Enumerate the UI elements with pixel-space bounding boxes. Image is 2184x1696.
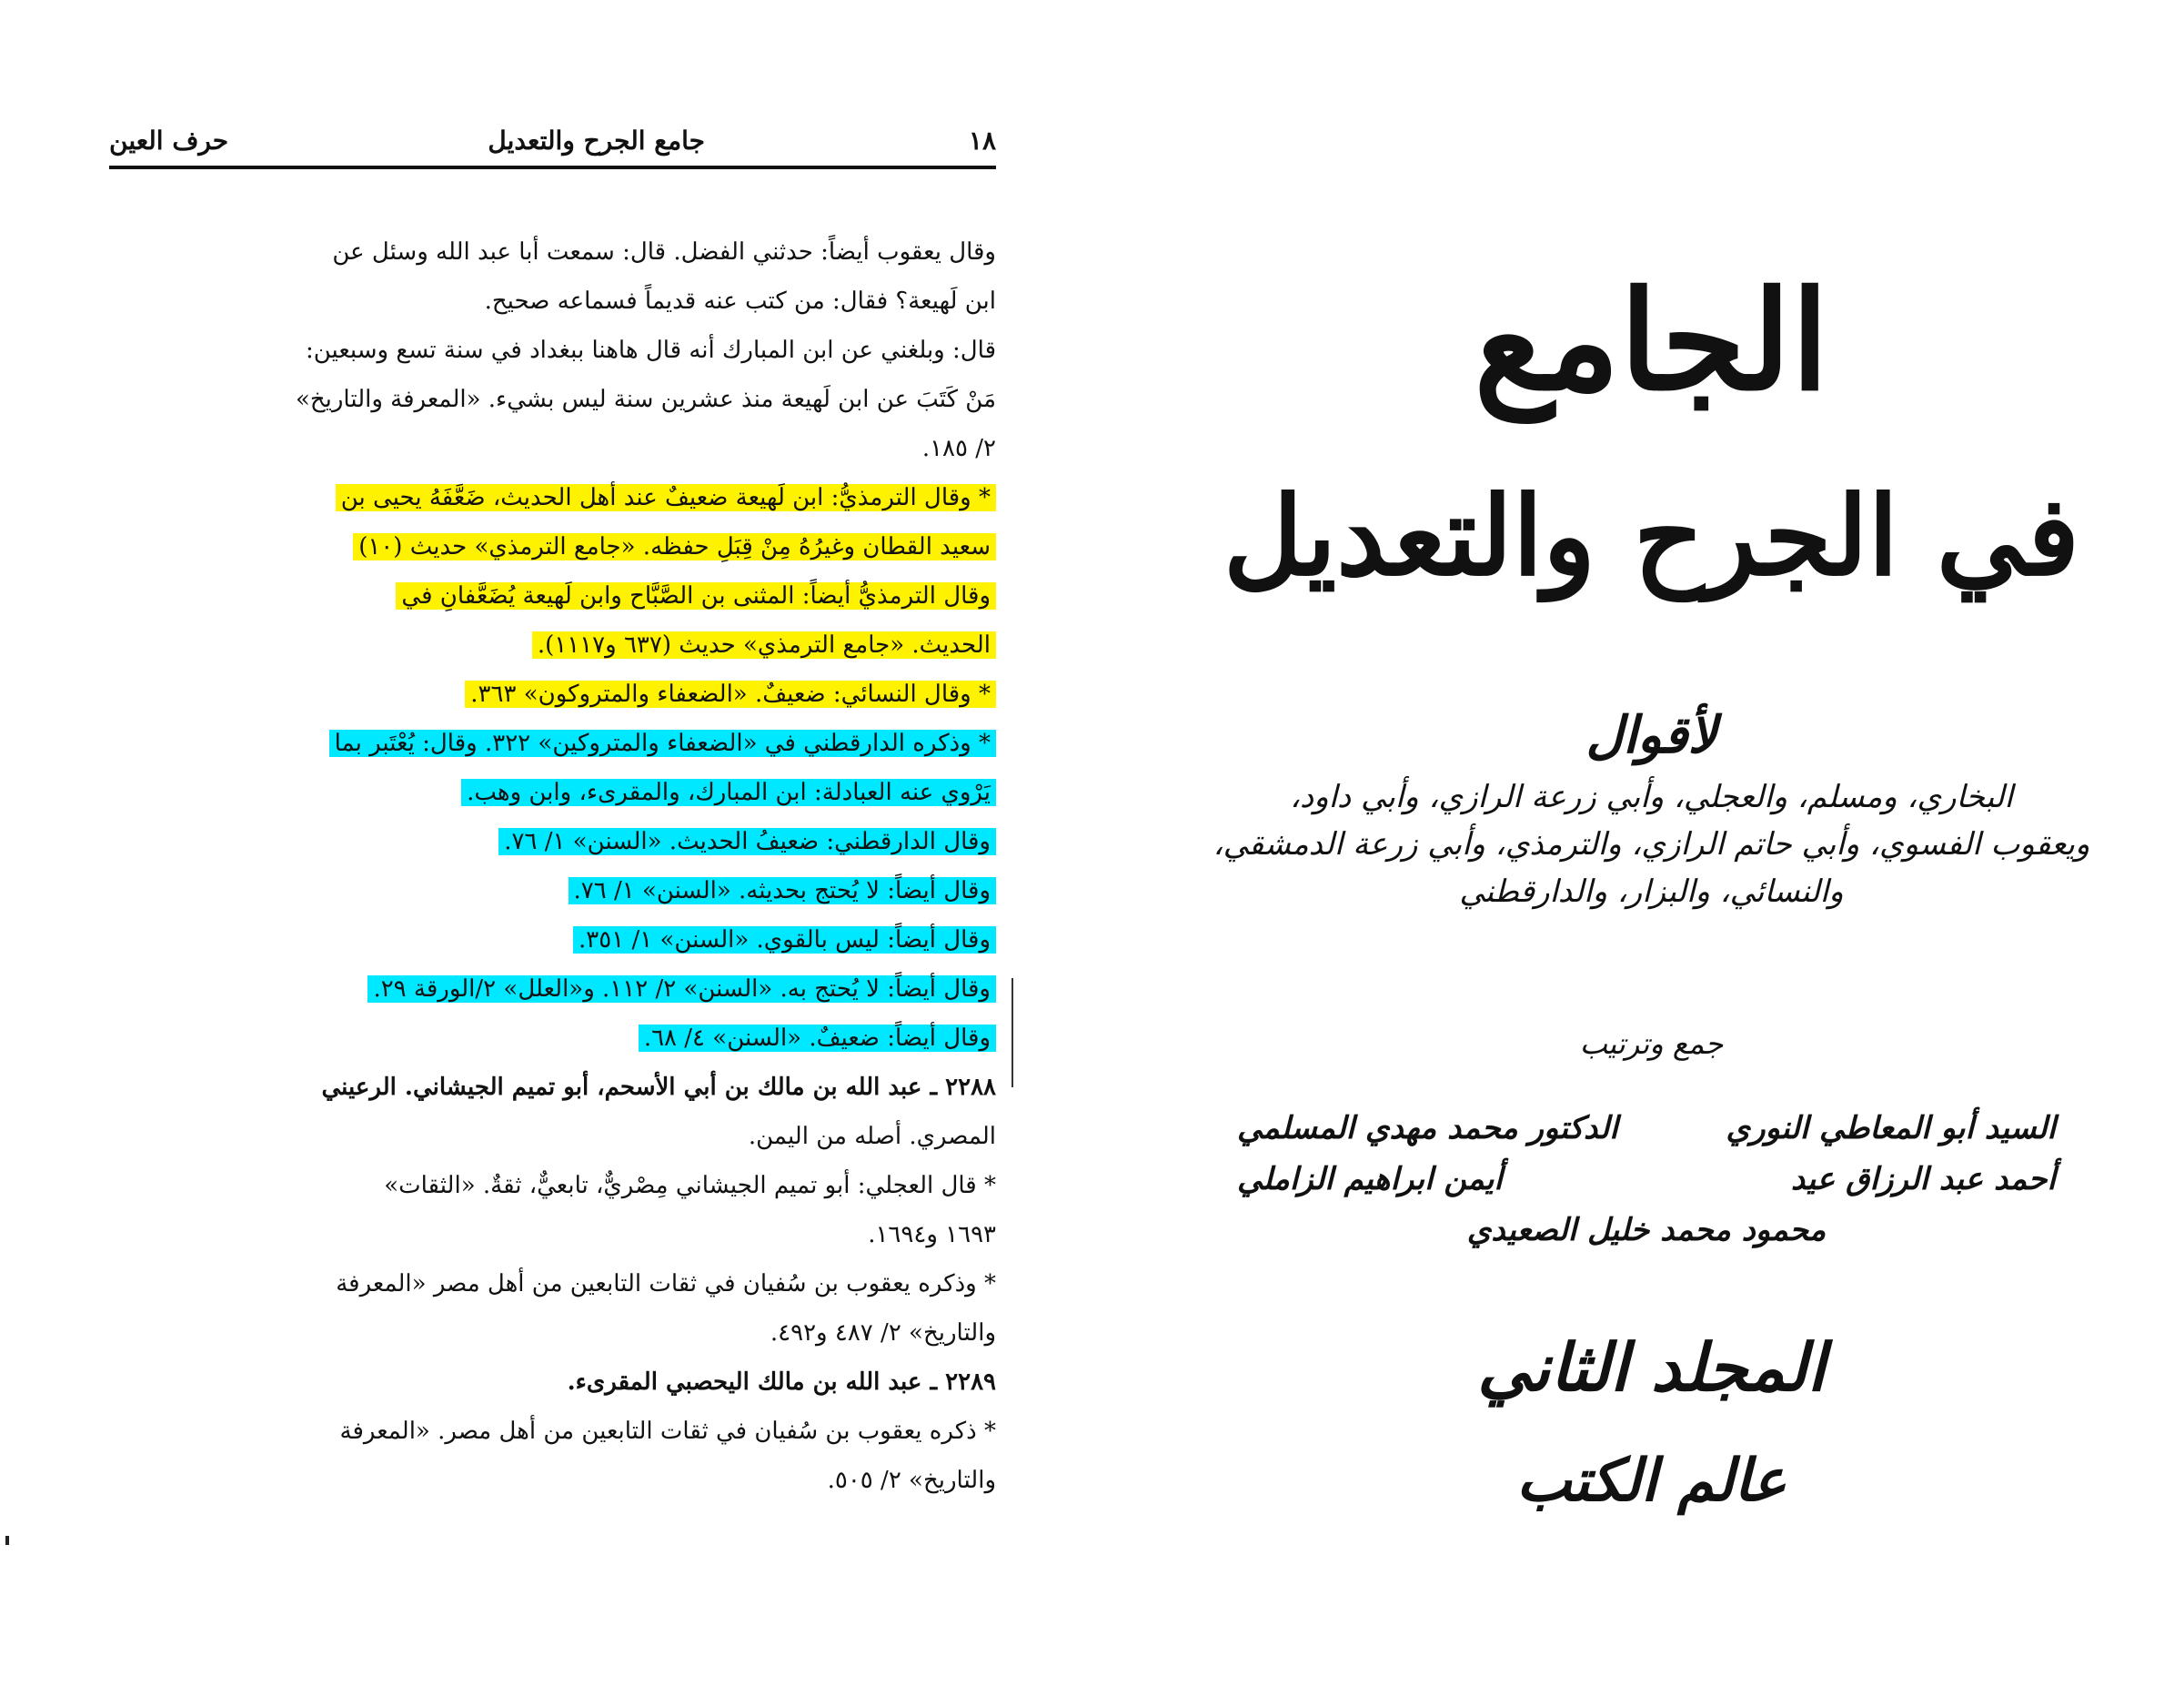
header-rule (109, 166, 996, 169)
highlighted-text: * وقال الترمذيُّ: ابن لَهيعة ضعيفٌ عند أهل الحديث، ضَعَّفَهُ يحيى بن (336, 484, 996, 511)
text-line (109, 1161, 996, 1210)
line-text: ٢٢٨٨ ـ عبد الله بن مالك بن أبي الأسحم، أبو تميم الجيشاني. الرعيني (321, 1074, 996, 1101)
margin-mark (1011, 978, 1013, 1087)
title-page (1119, 0, 2184, 1696)
line-text: قال: وبلغني عن ابن المبارك أنه قال هاهنا ببغداد في سنة تسع وسبعين: (305, 337, 996, 364)
line-text: * ذكره يعقوب بن سُفيان في ثقات التابعين من أهل مصر. «المعرفة (339, 1418, 996, 1445)
left-page (0, 0, 1064, 1696)
publisher-name: عالم الكتب (1516, 1447, 1786, 1515)
editor-name: محمود محمد خليل الصعيدي (1466, 1212, 1827, 1248)
compiled-label: جمع وترتيب (1579, 1026, 1724, 1061)
text-line (109, 1112, 996, 1161)
text-line (109, 277, 996, 326)
text-line (109, 1014, 996, 1063)
line-text: والتاريخ» ٢/ ٤٨٧ و٤٩٢. (770, 1319, 996, 1347)
text-line (109, 670, 996, 719)
line-text: والتاريخ» ٢/ ٥٠٥. (827, 1467, 996, 1494)
editor-name: السيد أبو المعاطي النوري (1726, 1110, 2056, 1146)
line-text: مَنْ كَتَبَ عن ابن لَهيعة منذ عشرين سنة ليس بشيء. «المعرفة والتاريخ» (295, 386, 996, 413)
text-line (109, 1407, 996, 1456)
volume-label: المجلد الثاني (1477, 1328, 1826, 1406)
highlighted-text: يَرْوي عنه العبادلة: ابن المبارك، والمقرىء، وابن وهب. (461, 779, 996, 806)
highlighted-text: وقال أيضاً: لا يُحتج به. «السنن» ٢/ ١١٢. و«العلل» ٢/الورقة ٢٩. (367, 975, 996, 1003)
aqwal-label: لأقوال (1585, 705, 1717, 765)
highlighted-text: الحديث. «جامع الترمذي» حديث (٦٣٧ و١١١٧). (532, 631, 996, 659)
text-line (109, 473, 996, 522)
highlighted-text: * وقال النسائي: ضعيفٌ. «الضعفاء والمتروكون» ٣٦٣. (465, 681, 996, 708)
text-line (109, 375, 996, 424)
line-text: * قال العجلي: أبو تميم الجيشاني مِصْريٌّ، تابعيٌّ، ثقةٌ. «الثقات» (384, 1172, 996, 1199)
editors-block (1237, 1110, 2056, 1263)
text-line (109, 964, 996, 1014)
text-line (109, 866, 996, 915)
line-text: ابن لَهيعة؟ فقال: من كتب عنه قديماً فسماعه صحيح. (484, 288, 996, 315)
text-line (109, 326, 996, 375)
scan-mark (5, 1536, 9, 1545)
authors-list (1119, 773, 2184, 915)
text-line (109, 1308, 996, 1358)
text-line (109, 1210, 996, 1259)
book-title-main: الجامع (1474, 261, 1829, 421)
authors-line: والنسائي، والبزار، والدارقطني (1459, 873, 1844, 910)
authors-line: ويعقوب الفسوي، وأبي حاتم الرازي، والترمذي، وأبي زرعة الدمشقي، (1213, 826, 2090, 863)
text-line (109, 817, 996, 866)
text-line (109, 1456, 996, 1505)
highlighted-text: سعيد القطان وغيرُهُ مِنْ قِبَلِ حفظه. «جامع الترمذي» حديث (١٠) (353, 533, 996, 560)
section-name: حرف العين (109, 126, 229, 156)
line-text: ٢/ ١٨٥. (921, 435, 996, 462)
line-text: المصري. أصله من اليمن. (748, 1123, 996, 1150)
highlighted-text: وقال الدارقطني: ضعيفُ الحديث. «السنن» ١/ ٧٦. (498, 828, 996, 855)
authors-line: البخاري، ومسلم، والعجلي، وأبي زرعة الرازي، وأبي داود، (1290, 779, 2013, 815)
body-text (109, 227, 996, 1505)
editor-name: الدكتور محمد مهدي المسلمي (1237, 1110, 1618, 1146)
highlighted-text: وقال أيضاً: ضعيفٌ. «السنن» ٤/ ٦٨. (639, 1025, 996, 1052)
highlighted-text: * وذكره الدارقطني في «الضعفاء والمتروكين» ٣٢٢. وقال: يُعْتَبر بما (329, 730, 996, 757)
text-line (109, 621, 996, 670)
text-line (109, 915, 996, 964)
text-line (109, 227, 996, 277)
text-line (109, 768, 996, 817)
line-text: ١٦٩٣ و١٦٩٤. (868, 1221, 996, 1248)
highlighted-text: وقال أيضاً: لا يُحتج بحديثه. «السنن» ١/ ٧٦. (569, 877, 997, 904)
text-line (109, 571, 996, 621)
text-line (109, 1259, 996, 1308)
text-line (109, 719, 996, 768)
page-number: ١٨ (968, 126, 996, 156)
editor-name: أحمد عبد الرزاق عيد (1790, 1161, 2056, 1197)
book-title-sub: في الجرح والتعديل (1223, 472, 2080, 601)
line-text: ٢٢٨٩ ـ عبد الله بن مالك اليحصبي المقرىء. (567, 1368, 996, 1396)
text-line (109, 522, 996, 571)
highlighted-text: وقال الترمذيُّ أيضاً: المثنى بن الصَّبَّاح وابن لَهيعة يُضَعَّفانِ في (396, 582, 996, 610)
line-text: وقال يعقوب أيضاً: حدثني الفضل. قال: سمعت أبا عبد الله وسئل عن (332, 238, 996, 266)
page-header (109, 118, 996, 173)
editor-name: أيمن ابراهيم الزاملي (1237, 1161, 1503, 1197)
running-title: جامع الجرح والتعديل (488, 126, 705, 156)
line-text: * وذكره يعقوب بن سُفيان في ثقات التابعين من أهل مصر «المعرفة (336, 1270, 996, 1297)
text-line (109, 424, 996, 473)
text-line (109, 1358, 996, 1407)
highlighted-text: وقال أيضاً: ليس بالقوي. «السنن» ١/ ٣٥١. (573, 926, 996, 954)
text-line (109, 1063, 996, 1112)
